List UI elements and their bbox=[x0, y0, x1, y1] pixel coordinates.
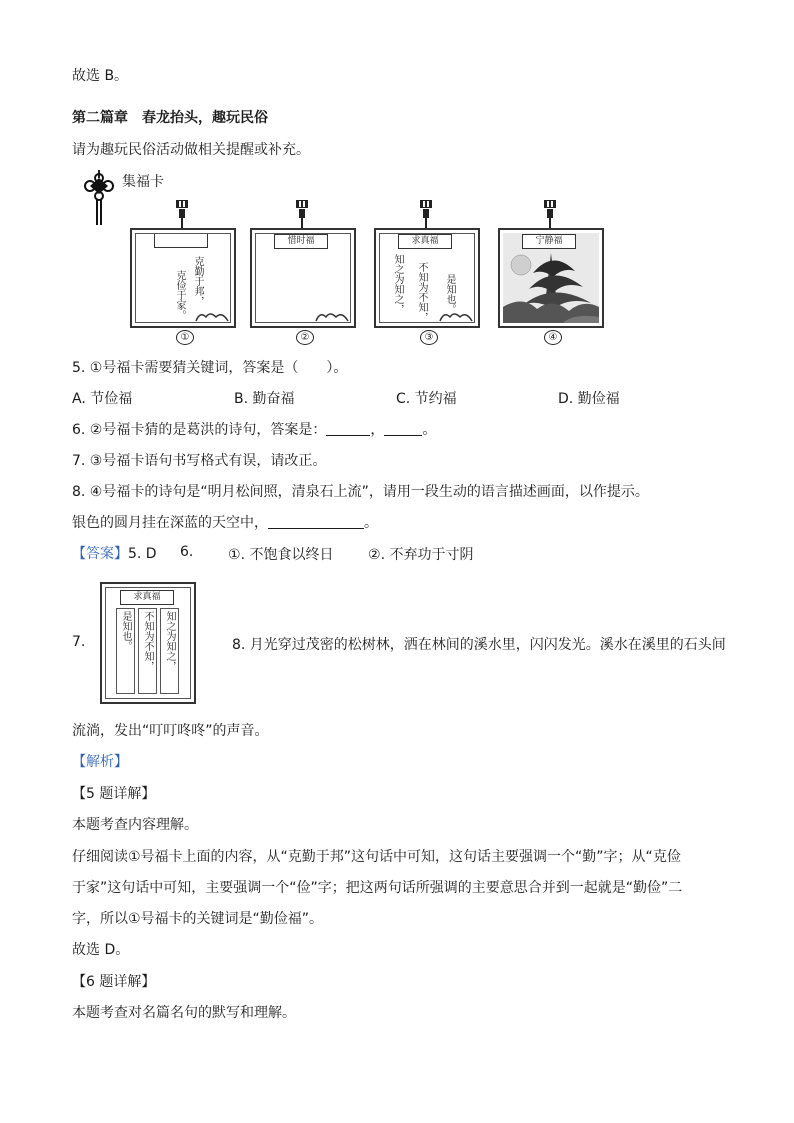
card-number: ④ bbox=[544, 330, 562, 345]
cloud-ornament-icon bbox=[438, 309, 474, 323]
answer-7-number: 7. bbox=[72, 634, 86, 650]
card-title: 宁静福 bbox=[522, 234, 576, 249]
question-7: 7. ③号福卡语句书写格式有误，请改正。 bbox=[72, 453, 327, 469]
card-column-box bbox=[116, 608, 135, 694]
answer-blank[interactable] bbox=[268, 514, 364, 529]
card-text-column: 是知也。 bbox=[444, 274, 455, 314]
detail-5-line: 于家”这句话中可知，主要强调一个“俭”字；把这两句话所强调的主要意思合并到一起就是“勤俭”二 bbox=[72, 880, 683, 896]
answer-tag: 【答案】 bbox=[72, 546, 128, 562]
analysis-tag: 【解析】 bbox=[72, 754, 128, 770]
answer-6-2 bbox=[368, 544, 473, 564]
circled-number: ① bbox=[228, 547, 241, 563]
line-answer-b: 故选 B。 bbox=[72, 68, 129, 84]
card-column-box bbox=[160, 608, 179, 694]
card-title: 求真福 bbox=[398, 234, 452, 249]
detail-5-line: 仔细阅读①号福卡上面的内容，从“克勤于邦”这句话中可知，这句话主要强调一个“勤”字；从“克俭 bbox=[72, 849, 681, 865]
answer-8: 8. 月光穿过茂密的松树林，洒在林间的溪水里，闪闪发光。溪水在溪里的石头间 bbox=[232, 637, 726, 653]
cloud-ornament-icon bbox=[314, 309, 350, 323]
option-b: B. 勤奋福 bbox=[234, 391, 295, 407]
card-number: ① bbox=[176, 330, 194, 345]
question-6 bbox=[72, 420, 436, 440]
card-hanger bbox=[176, 200, 188, 228]
question-6-text: 6. ②号福卡猜的是葛洪的诗句，答案是： bbox=[72, 422, 327, 438]
card-hanger bbox=[544, 200, 556, 228]
detail-6-line: 本题考查对名篇名句的默写和理解。 bbox=[72, 1005, 296, 1021]
detail-5-line: 故选 D。 bbox=[72, 942, 130, 958]
answer-5: 5. D bbox=[128, 546, 157, 562]
question-8-prompt bbox=[72, 513, 378, 533]
card-text-column: 知之为知之， bbox=[164, 611, 175, 671]
answer-blank[interactable] bbox=[384, 421, 422, 436]
circled-number: ② bbox=[368, 547, 381, 563]
fu-card-3 bbox=[374, 228, 480, 328]
card-hanger bbox=[420, 200, 432, 228]
prompt-end: 。 bbox=[364, 515, 378, 531]
card-text-column: 不知为不知， bbox=[142, 611, 153, 671]
card-text-column: 克勤于邦， bbox=[192, 256, 203, 306]
prompt-text: 银色的圆月挂在深蓝的天空中， bbox=[72, 515, 268, 531]
option-a: A. 节俭福 bbox=[72, 391, 133, 407]
option-d: D. 勤俭福 bbox=[558, 391, 620, 407]
answer-6-1 bbox=[228, 544, 333, 564]
cloud-ornament-icon bbox=[194, 309, 230, 323]
card-text-column: 不知为不知， bbox=[416, 262, 427, 322]
collect-card-title: 集福卡 bbox=[122, 174, 164, 190]
detail-5-line: 字，所以①号福卡的关键词是“勤俭福”。 bbox=[72, 911, 324, 927]
card-title-blank bbox=[154, 234, 208, 248]
answer-6-2-text: . 不弃功于寸阴 bbox=[380, 547, 474, 563]
fu-card-4 bbox=[498, 228, 604, 328]
card-text-column: 知之为知之， bbox=[392, 254, 403, 314]
question-8: 8. ④号福卡的诗句是“明月松间照，清泉石上流”，请用一段生动的语言描述画面，以作提示。 bbox=[72, 484, 649, 500]
card-text-column: 是知也。 bbox=[120, 611, 131, 651]
fu-card-2 bbox=[250, 228, 356, 328]
answer-blank[interactable] bbox=[326, 421, 370, 436]
card-hanger bbox=[296, 200, 308, 228]
detail-6-heading: 【6 题详解】 bbox=[72, 974, 156, 990]
chapter-heading: 第二篇章 春龙抬头，趣玩民俗 bbox=[72, 110, 268, 126]
card-number: ③ bbox=[420, 330, 438, 345]
card-text-column: 克俭于家。 bbox=[174, 270, 185, 320]
corrected-fu-card bbox=[100, 582, 196, 704]
chinese-knot-icon bbox=[84, 170, 114, 226]
card-column-box bbox=[138, 608, 157, 694]
answer-8-continued: 流淌，发出“叮叮咚咚”的声音。 bbox=[72, 723, 269, 739]
question-6-end: 。 bbox=[422, 422, 437, 438]
intro-line: 请为趣玩民俗活动做相关提醒或补充。 bbox=[72, 142, 310, 158]
card-number: ② bbox=[296, 330, 314, 345]
answer-6-1-text: . 不饱食以终日 bbox=[240, 547, 334, 563]
option-c: C. 节约福 bbox=[396, 391, 457, 407]
fu-card-1 bbox=[130, 228, 236, 328]
card-title: 求真福 bbox=[120, 590, 174, 605]
answer-6-number: 6. bbox=[180, 544, 194, 560]
blank-separator: ， bbox=[370, 422, 385, 438]
detail-5-line: 本题考查内容理解。 bbox=[72, 817, 198, 833]
card-title: 惜时福 bbox=[274, 234, 328, 249]
answer-line bbox=[72, 544, 157, 564]
question-5: 5. ①号福卡需要猜关键词，答案是（ ）。 bbox=[72, 360, 348, 376]
detail-5-heading: 【5 题详解】 bbox=[72, 786, 156, 802]
